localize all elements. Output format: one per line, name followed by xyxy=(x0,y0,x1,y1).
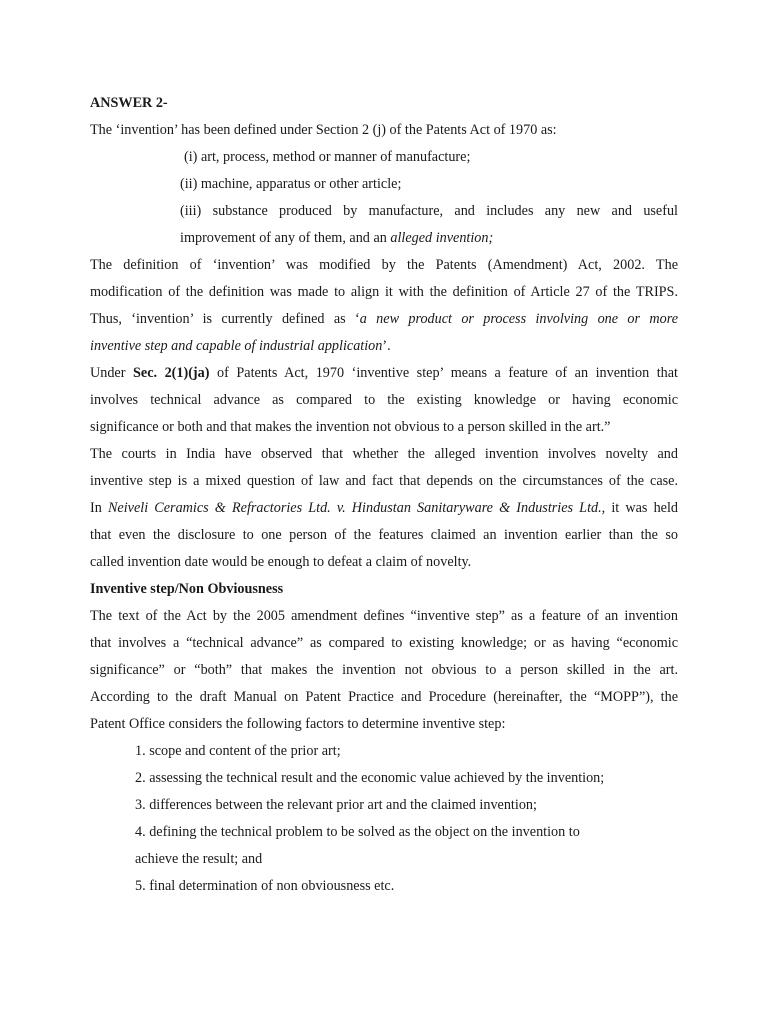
text-run: of Patents Act, 1970 ‘inventive step’ means a feature of an invention that xyxy=(209,365,678,381)
case-name: Neiveli Ceramics & Refractories Ltd. v. Hindustan Sanitaryware & Industries Ltd. xyxy=(107,500,602,516)
paragraph-line: The text of the Act by the 2005 amendment defines “inventive step” as a feature of an invention xyxy=(90,608,678,624)
answer-heading: ANSWER 2- xyxy=(90,95,168,111)
paragraph-line: The definition of ‘invention’ was modified by the Patents (Amendment) Act, 2002. The xyxy=(90,257,678,273)
definition-item-iii: (iii) substance produced by manufacture, and includes any new and useful xyxy=(180,203,678,219)
intro-line: The ‘invention’ has been defined under Section 2 (j) of the Patents Act of 1970 as: xyxy=(90,122,557,138)
definition-item-i: (i) art, process, method or manner of manufacture; xyxy=(184,149,471,165)
factor-list-item: 4. defining the technical problem to be solved as the object on the invention to xyxy=(135,824,580,840)
paragraph-line: Patent Office considers the following factors to determine inventive step: xyxy=(90,716,506,732)
paragraph-line: significance” or “both” that makes the invention not obvious to a person skilled in the art. xyxy=(90,662,678,678)
paragraph-line: modification of the definition was made to align it with the definition of Article 27 of the TRIPS. xyxy=(90,284,678,300)
italic-quote: a new product or process involving one or more xyxy=(359,311,678,327)
text-run: Thus, ‘invention’ is currently defined as ‘ xyxy=(90,311,360,327)
section-subheading: Inventive step/Non Obviousness xyxy=(90,581,284,597)
paragraph-line: called invention date would be enough to defeat a claim of novelty. xyxy=(90,554,472,570)
paragraph-line xyxy=(90,360,678,387)
paragraph-line xyxy=(90,333,678,360)
document-page xyxy=(90,90,678,900)
paragraph-line xyxy=(90,495,678,522)
text-run: improvement of any of them, and an xyxy=(180,230,391,246)
factor-list-item-continued: achieve the result; and xyxy=(135,851,263,867)
paragraph-line: inventive step is a mixed question of law and fact that depends on the circumstances of the case. xyxy=(90,473,678,489)
factor-list-item: 1. scope and content of the prior art; xyxy=(135,743,341,759)
section-reference: Sec. 2(1)(ja) xyxy=(133,365,210,381)
text-run: ’. xyxy=(382,338,391,354)
italic-quote: inventive step and capable of industrial application xyxy=(90,338,383,354)
text-run: Under xyxy=(90,365,133,381)
paragraph-line: significance or both and that makes the invention not obvious to a person skilled in the art.” xyxy=(90,419,611,435)
paragraph-line: involves technical advance as compared to the existing knowledge or having economic xyxy=(90,392,678,408)
definition-item-ii: (ii) machine, apparatus or other article; xyxy=(180,176,402,192)
factor-list-item: 5. final determination of non obviousness etc. xyxy=(135,878,395,894)
italic-term: alleged invention; xyxy=(390,230,494,246)
paragraph-line: that involves a “technical advance” as compared to existing knowledge; or as having “economic xyxy=(90,635,678,651)
paragraph-line: The courts in India have observed that whether the alleged invention involves novelty and xyxy=(90,446,678,462)
definition-item-iii-continued xyxy=(90,225,678,252)
factor-list-item: 2. assessing the technical result and the economic value achieved by the invention; xyxy=(135,770,605,786)
text-run: In xyxy=(90,500,108,516)
paragraph-line: According to the draft Manual on Patent Practice and Procedure (hereinafter, the “MOPP”), the xyxy=(90,689,678,705)
text-run: , it was held xyxy=(601,500,679,516)
factor-list-item: 3. differences between the relevant prior art and the claimed invention; xyxy=(135,797,537,813)
paragraph-line xyxy=(90,306,678,333)
paragraph-line: that even the disclosure to one person of the features claimed an invention earlier than the so xyxy=(90,527,678,543)
